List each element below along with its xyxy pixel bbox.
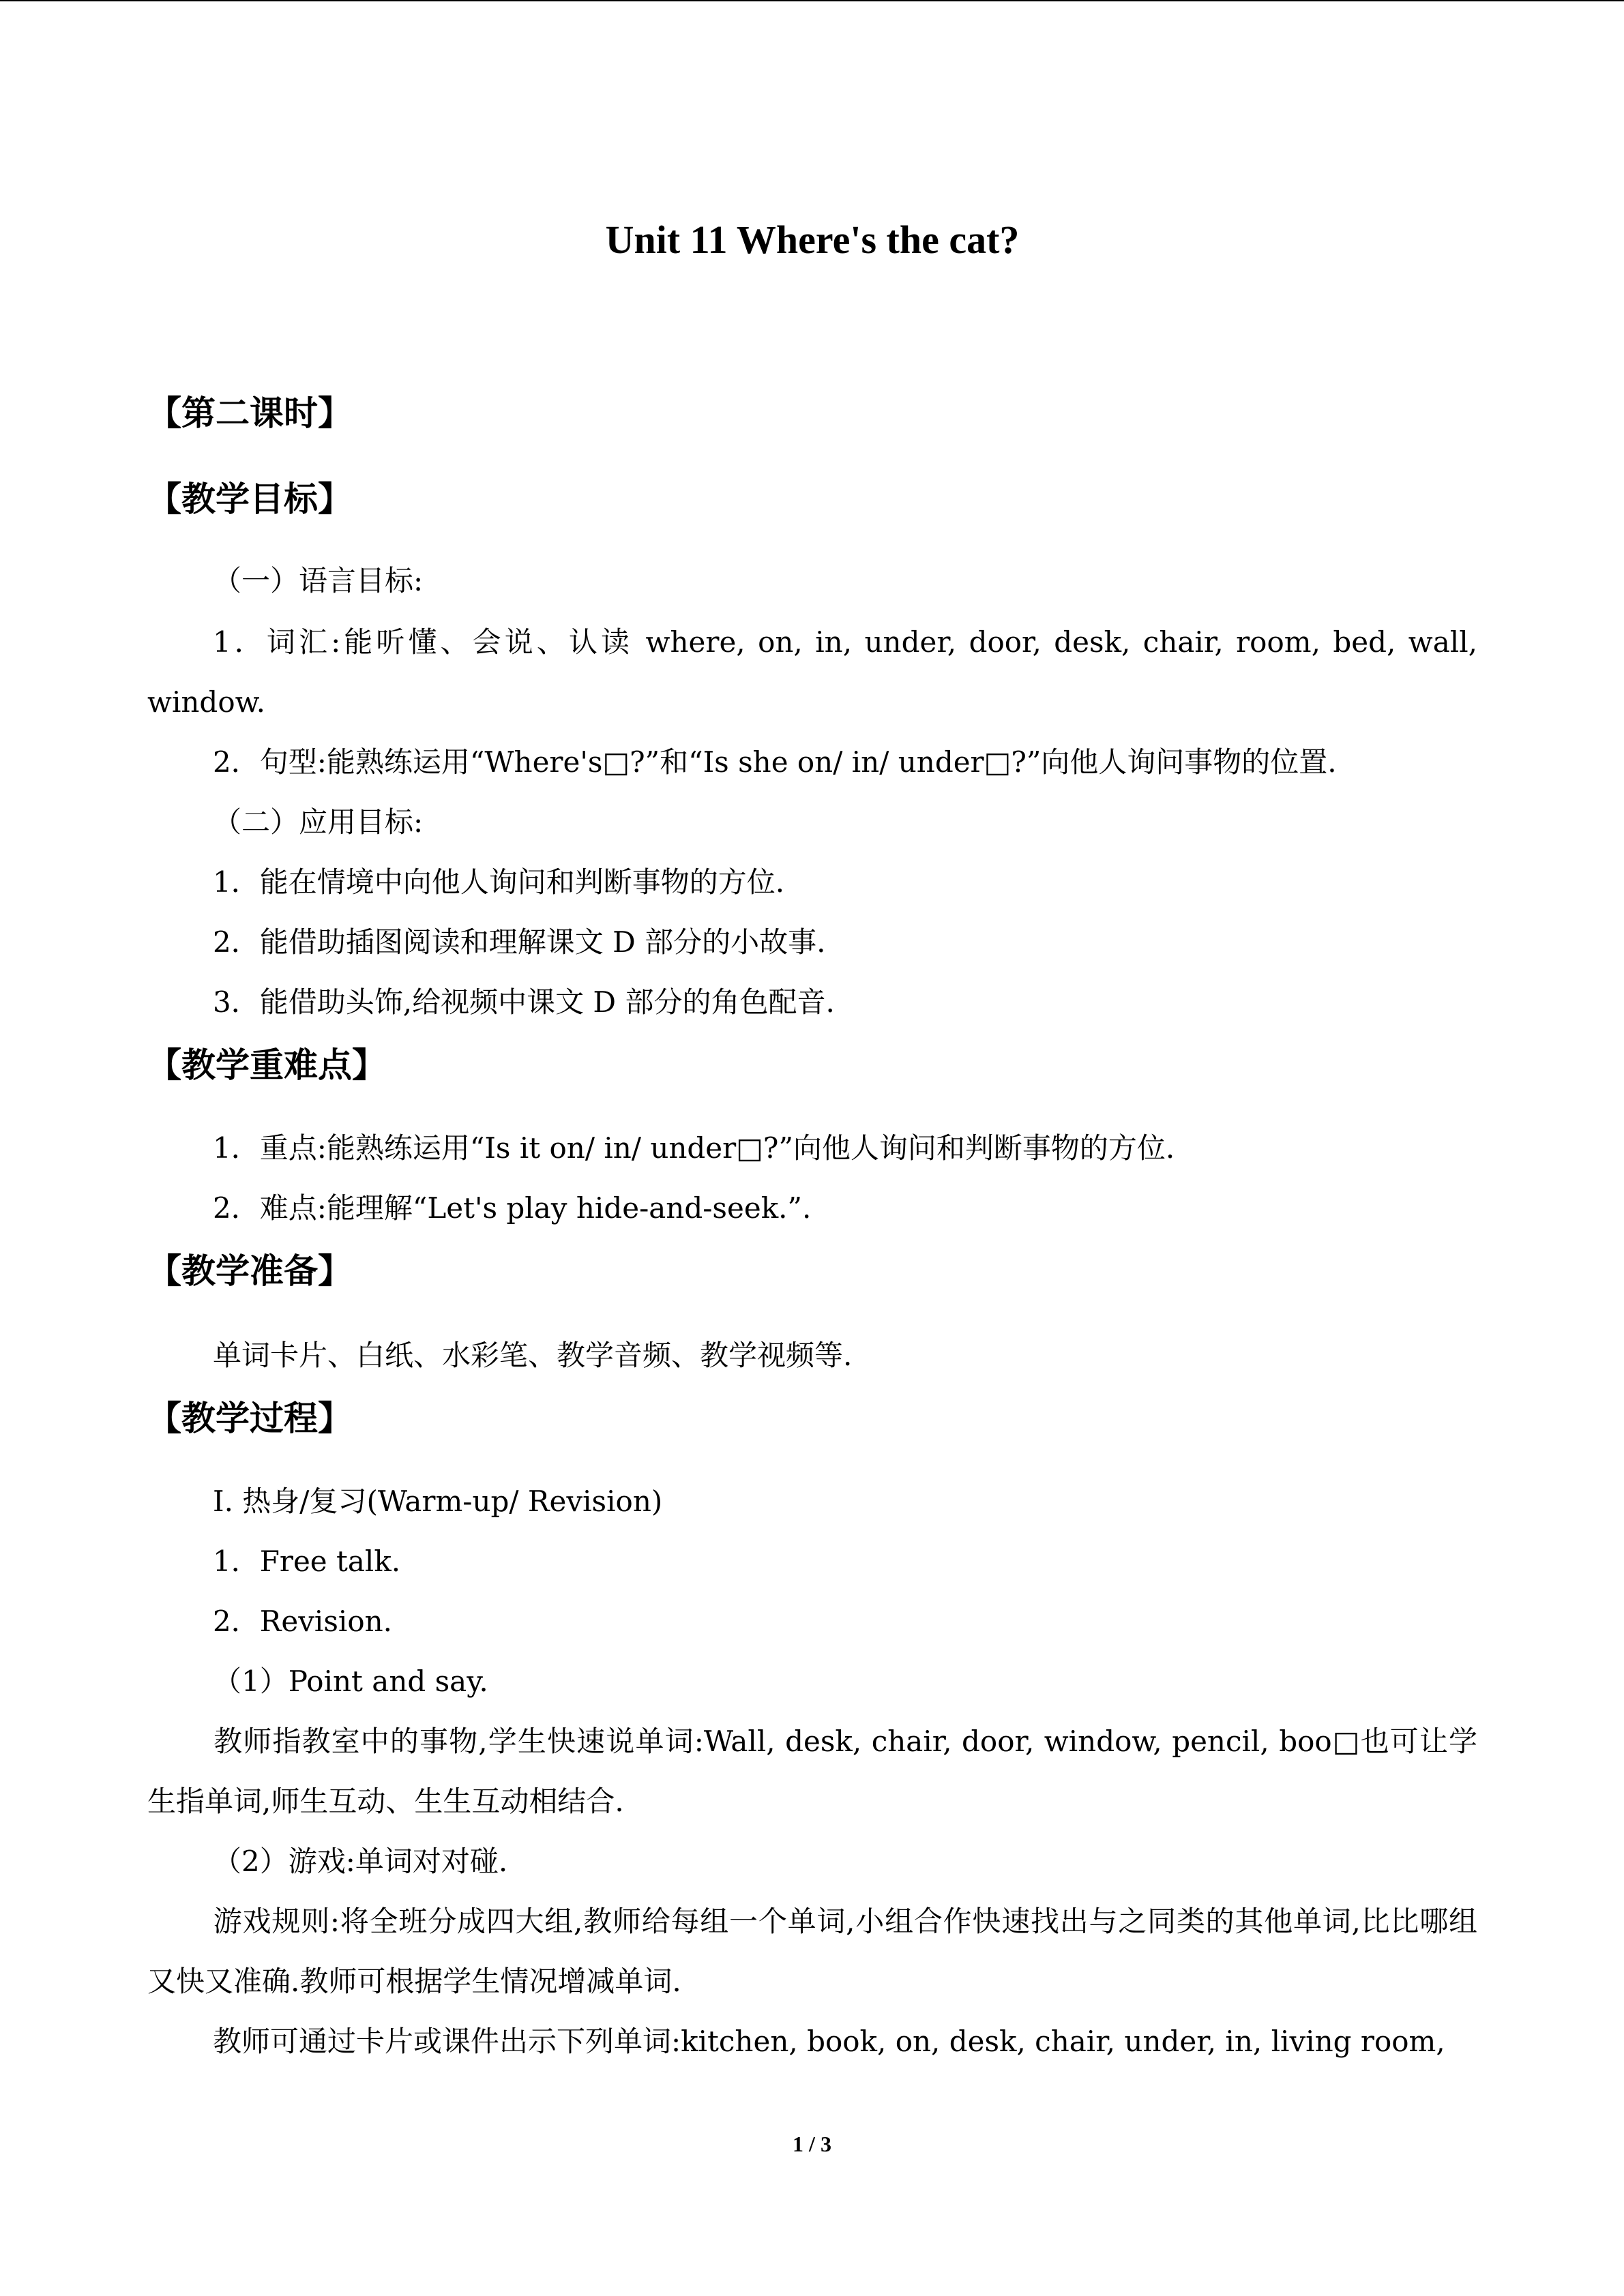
process-point-say-text: （1）Point and say. (213, 1665, 488, 1698)
objective-application-goal (147, 792, 1477, 852)
process-game-text: （2）游戏:单词对对碰. (213, 1845, 508, 1878)
process-words-show (147, 2012, 1477, 2072)
objective-vocab-text: 1．词汇:能听懂、会说、认读 where, on, in, under, door, desk, chair, room, bed, wall, window. (147, 625, 1477, 719)
objective-vocab (147, 612, 1477, 732)
preparation-items (147, 1326, 1477, 1386)
process-point-say-desc-text: 教师指教室中的事物,学生快速说单词:Wall, desk, chair, door, window, pencil, boo□也可让学生指单词,师生互动、生生互动相结合. (147, 1725, 1477, 1818)
objective-sentence (147, 732, 1477, 792)
objective-language-goal (147, 551, 1477, 611)
process-game-rules-text: 游戏规则:将全班分成四大组,教师给每组一个单词,小组合作快速找出与之同类的其他单词,比比哪组又快又准确.教师可根据学生情况增减单词. (147, 1905, 1477, 1998)
process-point-say (147, 1652, 1477, 1712)
process-step-warmup-text: I. 热身/复习(Warm-up/ Revision) (213, 1485, 663, 1518)
page-number: 1 / 3 (793, 2132, 831, 2156)
objective-application-goal-text: （二）应用目标: (213, 805, 424, 839)
objective-sentence-text: 2．句型:能熟练运用“Where's□?”和“Is she on/ in/ under□?”向他人询问事物的位置. (213, 745, 1337, 779)
objective-app-3-text: 3．能借助头饰,给视频中课文 D 部分的角色配音. (213, 985, 835, 1019)
heading-key-points: 【教学重难点】 (147, 1045, 386, 1085)
heading-process: 【教学过程】 (147, 1399, 352, 1438)
preparation-items-text: 单词卡片、白纸、水彩笔、教学音频、教学视频等. (213, 1339, 853, 1372)
process-words-show-text: 教师可通过卡片或课件出示下列单词:kitchen, book, on, desk, chair, under, in, living room, (213, 2025, 1445, 2058)
process-game (147, 1832, 1477, 1892)
top-border-rule (0, 0, 1624, 1)
objective-app-1 (147, 852, 1477, 912)
process-step-warmup (147, 1472, 1477, 1532)
objective-language-goal-text: （一）语言目标: (213, 564, 424, 597)
objective-app-3 (147, 972, 1477, 1032)
process-free-talk (147, 1532, 1477, 1592)
process-point-say-desc (147, 1712, 1477, 1832)
process-game-rules (147, 1892, 1477, 2012)
process-free-talk-text: 1．Free talk. (213, 1545, 401, 1578)
heading-period: 【第二课时】 (147, 393, 352, 433)
heading-objectives: 【教学目标】 (147, 479, 352, 519)
process-revision (147, 1592, 1477, 1652)
key-point-difficulty (147, 1178, 1477, 1238)
key-point-difficulty-text: 2．难点:能理解“Let's play hide-and-seek.”. (213, 1191, 812, 1225)
document-title: Unit 11 Where's the cat? (605, 218, 1020, 262)
objective-app-2 (147, 912, 1477, 972)
objective-app-2-text: 2．能借助插图阅读和理解课文 D 部分的小故事. (213, 925, 826, 959)
key-point-focus-text: 1．重点:能熟练运用“Is it on/ in/ under□?”向他人询问和判断事物的方位. (213, 1131, 1175, 1165)
key-point-focus (147, 1118, 1477, 1178)
objective-app-1-text: 1．能在情境中向他人询问和判断事物的方位. (213, 865, 785, 899)
heading-preparation: 【教学准备】 (147, 1251, 352, 1291)
process-revision-text: 2．Revision. (213, 1605, 393, 1638)
